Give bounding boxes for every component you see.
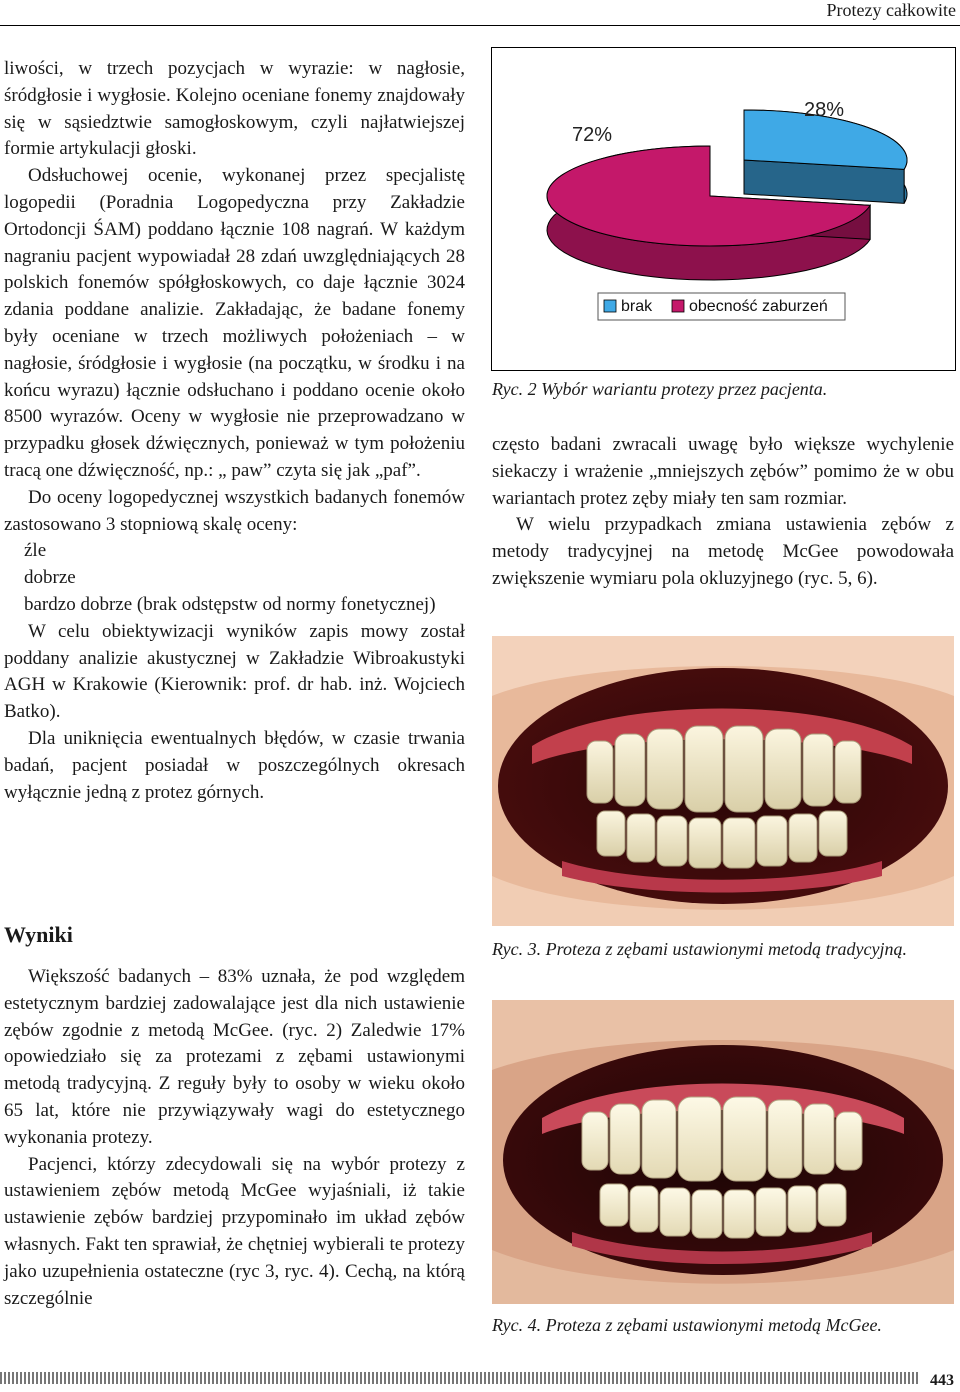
paragraph: liwości, w trzech pozycjach w wyrazie: w nagłosie, śródgłosie i wygłosie. Kolejno oceniane fonemy znajdowały się w sąsiedztwie samogłoskowym, czyli najłatwiejszej formie artykulacji głoski. [4, 58, 465, 160]
scale-item: źle [24, 540, 47, 562]
results-column [4, 964, 465, 1312]
legend-swatch [604, 300, 616, 312]
figure-caption: Ryc. 3. Proteza z zębami ustawionymi metodą tradycyjną. [492, 939, 907, 959]
page-number: 443 [930, 1372, 954, 1389]
running-title: Protezy całkowite [826, 0, 956, 20]
pie-data-label: 28% [804, 99, 845, 121]
paragraph: często badani zwracali uwagę było większe wychylenie siekaczy i wrażenie „mniejszych zębów” pomimo że w obu wariantach protez zęby miały ten sam rozmiar. [492, 434, 954, 509]
legend-label: obecność zaburzeń [689, 298, 828, 315]
legend-swatch [672, 300, 684, 312]
chart-legend [598, 293, 845, 320]
paragraph: Do oceny logopedycznej wszystkich badanych fonemów zastosowano 3 stopniową skalę oceny: [4, 486, 465, 535]
header-rule [0, 25, 960, 26]
photo-mcgee-dentures [492, 1000, 954, 1304]
pie-chart [491, 47, 956, 371]
pie-data-label: 72% [572, 124, 613, 146]
scale-item: bardzo dobrze (brak odstępstw od normy fonetycznej) [24, 593, 436, 615]
section-heading: Wyniki [4, 922, 73, 947]
right-column [492, 432, 954, 593]
paragraph: W celu obiektywizacji wyników zapis mowy został poddany analizie akustycznej w Zakładzie Wibroakustyki AGH w Krakowie (Kierownik: prof. dr hab. inż. Wojciech Batko). [4, 620, 465, 723]
paragraph: Pacjenci, którzy zdecydowali się na wybór protezy z ustawieniem zębów metodą McGee wyjaśniali, iż takie ustawienie zębów bardziej przypominało im układ zębów własnych. Fakt ten sprawiał, że chętniej wybierali te protezy jako uzupełnienia ostateczne (ryc 3, ryc. 4). Cechą, na którą szczególnie [4, 1153, 465, 1309]
pie-chart-svg [492, 48, 955, 370]
paragraph: Większość badanych – 83% uznała, że pod względem estetycznym bardziej zadowalające jest dla nich ustawienie zębów zgodnie z metodą McGee. (ryc. 2) Zaledwie 17% opowiedziało się za protezami z zębami ustawionymi metodą tradycyjną. Z reguły były to osoby w wieku około 65 lat, które nie przywiązywały wagi do estetycznego wykonania protezy. [4, 966, 465, 1148]
left-column [4, 56, 465, 806]
footer-bar [0, 1372, 920, 1384]
photo-traditional-dentures [492, 636, 954, 926]
legend-label: brak [621, 298, 653, 315]
figure-caption: Ryc. 4. Proteza z zębami ustawionymi metodą McGee. [492, 1315, 882, 1335]
scale-item: dobrze [24, 567, 76, 589]
paragraph: Odsłuchowej ocenie, wykonanej przez specjalistę logopedii (Poradnia Logopedyczna przy Zakładzie Ortodoncji ŚAM) poddano łącznie 108 nagrań. W każdym nagraniu pacjent wypowiadał 28 zdań uwzględniających 28 polskich fonemów spółgłoskowych, co daje łącznie 3024 zdania poddane analizie. Zakładając, że badane fonemy były oceniane w trzech możliwych położeniach – w nagłosie, śródgłosie i wygłosie (na początku, w środku i na końcu wyrazu) łącznie odsłuchano i poddano ocenie około 8500 wyrazów. Oceny w wygłosie nie przeprowadzano w przypadku głosek dźwięcznych, ponieważ w tym położeniu tracą one dźwięczność, np.: „ paw” czyta się jak „paf”. [4, 165, 465, 481]
figure-caption: Ryc. 2 Wybór wariantu protezy przez pacjenta. [492, 379, 828, 399]
paragraph: W wielu przypadkach zmiana ustawienia zębów z metody tradycyjnej na metodę McGee powodowała zwiększenie wymiaru pola okluzyjnego (ryc. 5, 6). [492, 514, 954, 589]
paragraph: Dla uniknięcia ewentualnych błędów, w czasie trwania badań, pacjent posiadał w poszczególnych okresach wyłącznie jedną z protez górnych. [4, 727, 465, 803]
